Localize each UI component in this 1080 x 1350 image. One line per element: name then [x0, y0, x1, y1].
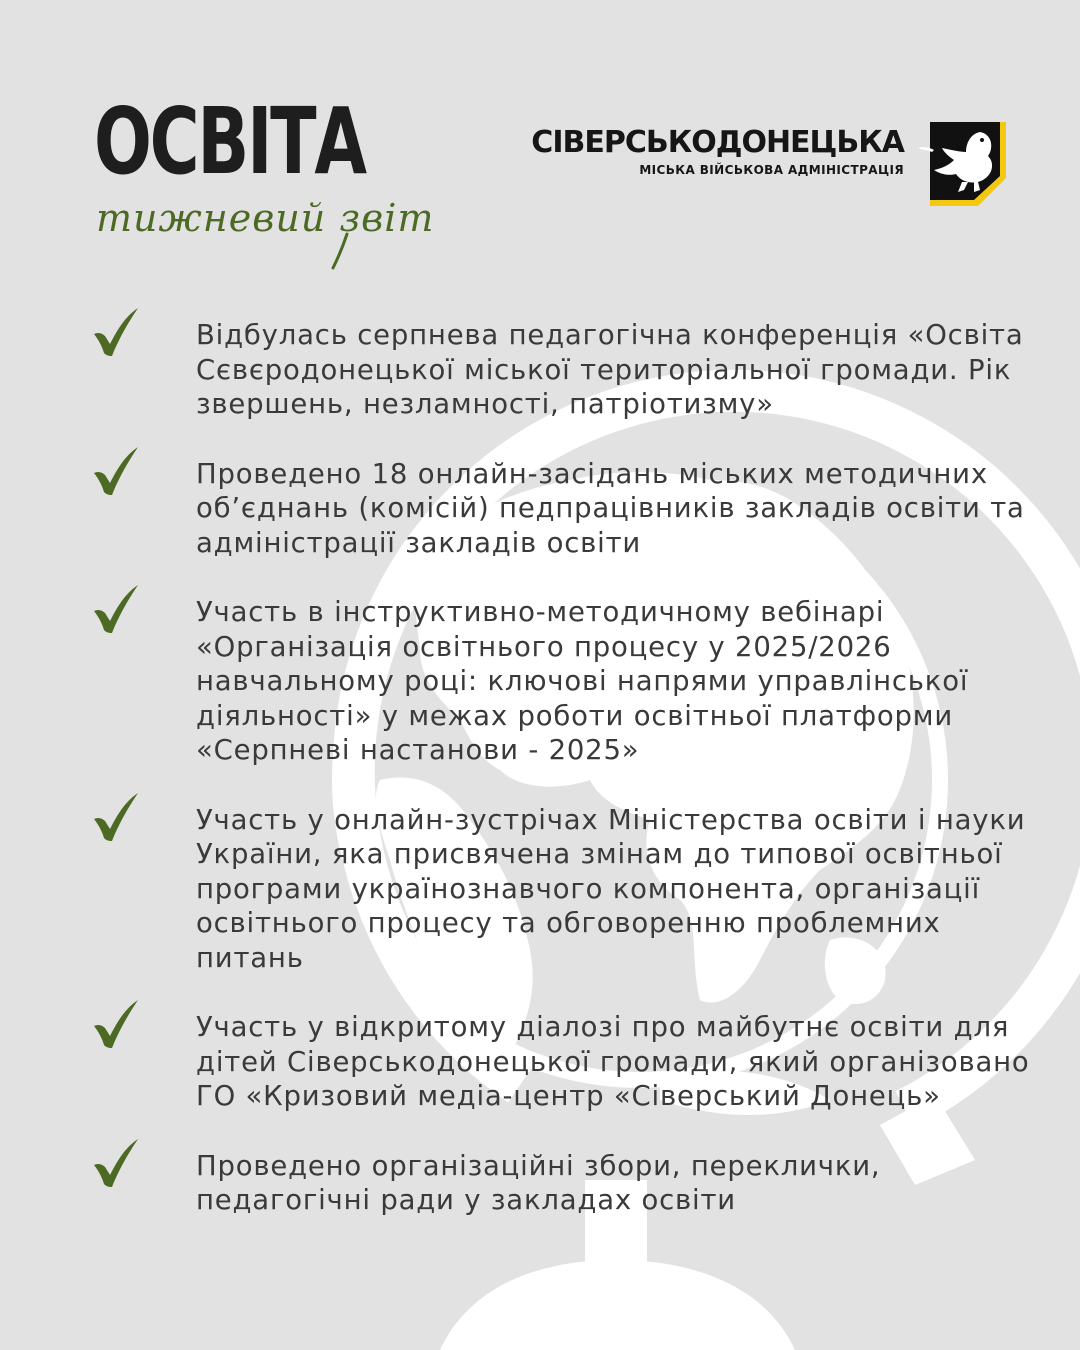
list-item: [90, 1149, 1030, 1218]
list-item-text: Проведено організаційні збори, переклички, педагогічні ради у закладах освіти: [196, 1149, 881, 1216]
report-list: [90, 318, 1030, 1218]
checkmark-icon: [90, 306, 142, 358]
logo-name: СІВЕРСЬКОДОНЕЦЬКА: [531, 125, 904, 160]
flourish-icon: [327, 232, 357, 272]
list-item-text: Участь у онлайн-зустрічах Міністерства освіти і науки України, яка присвячена змінам до типової освітньої програми українознавчого компонента, організації освітнього процесу та обговоренню проблемних питань: [196, 803, 1026, 974]
checkmark-icon: [90, 445, 142, 497]
page-subtitle: тижневий звіт: [96, 196, 435, 240]
list-item-text: Участь в інструктивно-методичному вебінарі «Організація освітнього процесу у 2025/2026 навчальному році: ключові напрями управлінської діяльності» у межах роботи освітньої платформи «Серпневі настанови - 2025»: [196, 596, 969, 766]
page-title: ОСВІТА: [94, 88, 365, 195]
checkmark-icon: [90, 791, 142, 843]
checkmark-icon: [90, 1137, 142, 1189]
list-item: [90, 1010, 1030, 1114]
list-item: [90, 457, 1030, 561]
list-item-text: Проведено 18 онлайн-засідань міських методичних об’єднань (комісій) педпрацівників закладів освіти та адміністрації закладів освіти: [196, 457, 1025, 559]
list-item: [90, 595, 1030, 768]
list-item-text: Участь у відкритому діалозі про майбутнє освіти для дітей Сіверськодонецької громади, який організовано ГО «Кризовий медіа-центр «Сіверський Донець»: [196, 1011, 1030, 1112]
logo-subtitle: МІСЬКА ВІЙСЬКОВА АДМІНІСТРАЦІЯ: [639, 163, 904, 177]
list-item: [90, 803, 1030, 976]
emblem-icon: [918, 122, 1008, 206]
list-item: [90, 318, 1030, 422]
list-item-text: Відбулась серпнева педагогічна конференція «Освіта Сєвєродонецької міської територіальної громади. Рік звершень, незламності, патріотизму»: [196, 319, 1024, 420]
checkmark-icon: [90, 998, 142, 1050]
checkmark-icon: [90, 583, 142, 635]
